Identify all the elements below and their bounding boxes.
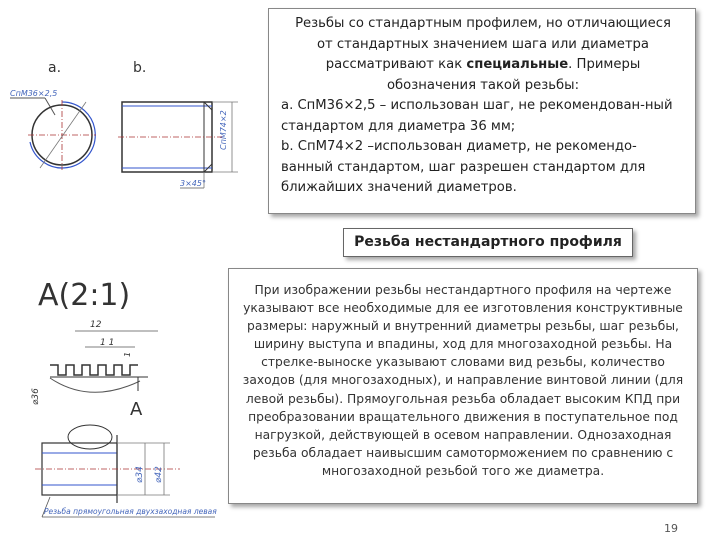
drawing-a bbox=[10, 89, 96, 170]
section-heading: Резьба нестандартного профиля bbox=[343, 228, 633, 257]
top-line-4: обозначения такой резьбы: bbox=[386, 77, 580, 93]
thread-drawings-top bbox=[0, 80, 260, 200]
top-line-3-end: . Примеры bbox=[568, 57, 641, 72]
thread-caption: Резьба прямоугольная двухзаходная левая bbox=[44, 507, 217, 516]
top-line-1: Резьбы со стандартным профилем, но отличающиеся bbox=[295, 16, 671, 31]
dim-pitch: 1 1 bbox=[100, 338, 115, 348]
rectangular-thread-drawing bbox=[30, 265, 225, 527]
drawing-b bbox=[118, 102, 238, 188]
dim-small: 1 bbox=[123, 351, 132, 357]
example-b: b. СпМ74×2 –использован диаметр, не рекомендо-ванный стандартом, шаг разрешен стандартом для ближайших значений диаметров. bbox=[281, 139, 646, 195]
dim-dia-outer: ⌀42 bbox=[154, 466, 164, 483]
top-line-3-start: рассматривают как bbox=[325, 57, 467, 72]
dim-dia-inner: ⌀34 bbox=[135, 466, 145, 483]
note-b-vertical: СпМ74×2 bbox=[219, 110, 228, 150]
nonstandard-thread-panel bbox=[228, 268, 698, 504]
example-a: а. СпМ36×2,5 – использован шаг, не рекомендован-ный стандартом для диаметра 36 мм; bbox=[281, 98, 673, 134]
view-label: A(2:1) bbox=[38, 278, 131, 313]
top-line-2: от стандартных значением шага или диаметра bbox=[316, 36, 649, 52]
dim-dia-left: ⌀36 bbox=[31, 388, 41, 405]
note-b-bottom: 3×45° bbox=[180, 179, 206, 188]
special-threads-panel bbox=[268, 8, 696, 214]
label-a: a. bbox=[48, 60, 62, 76]
page-number: 19 bbox=[664, 522, 678, 535]
note-a: СпМ36×2,5 bbox=[10, 89, 58, 98]
nonstandard-thread-text: При изображении резьбы нестандартного профиля на чертеже указывают все необходимые для ее изготовления конструктивные размеры: наружный и внутренний диаметры резьбы, шаг резьбы, ширину выступа и впадины, ход для многозаходной резьбы. На стрелке-выноске указывают словами вид резьбы, количество заходов (для многозаходных), и направление винтовой линии (для левой резьбы). Прямоугольная резьба обладает высоким КПД при преобразовании вращательного движения в поступательное под нагрузкой, действующей в осевом направлении. Однозаходная резьба обладает наивысшим самоторможением по сравнению с многозаходной резьбой того же диаметра. bbox=[242, 283, 684, 478]
arrow-label: A bbox=[130, 399, 143, 420]
label-b: b. bbox=[133, 60, 147, 76]
bold-special: специальные bbox=[466, 57, 569, 72]
top-line-3 bbox=[281, 55, 685, 76]
dim-top: 12 bbox=[90, 320, 102, 330]
